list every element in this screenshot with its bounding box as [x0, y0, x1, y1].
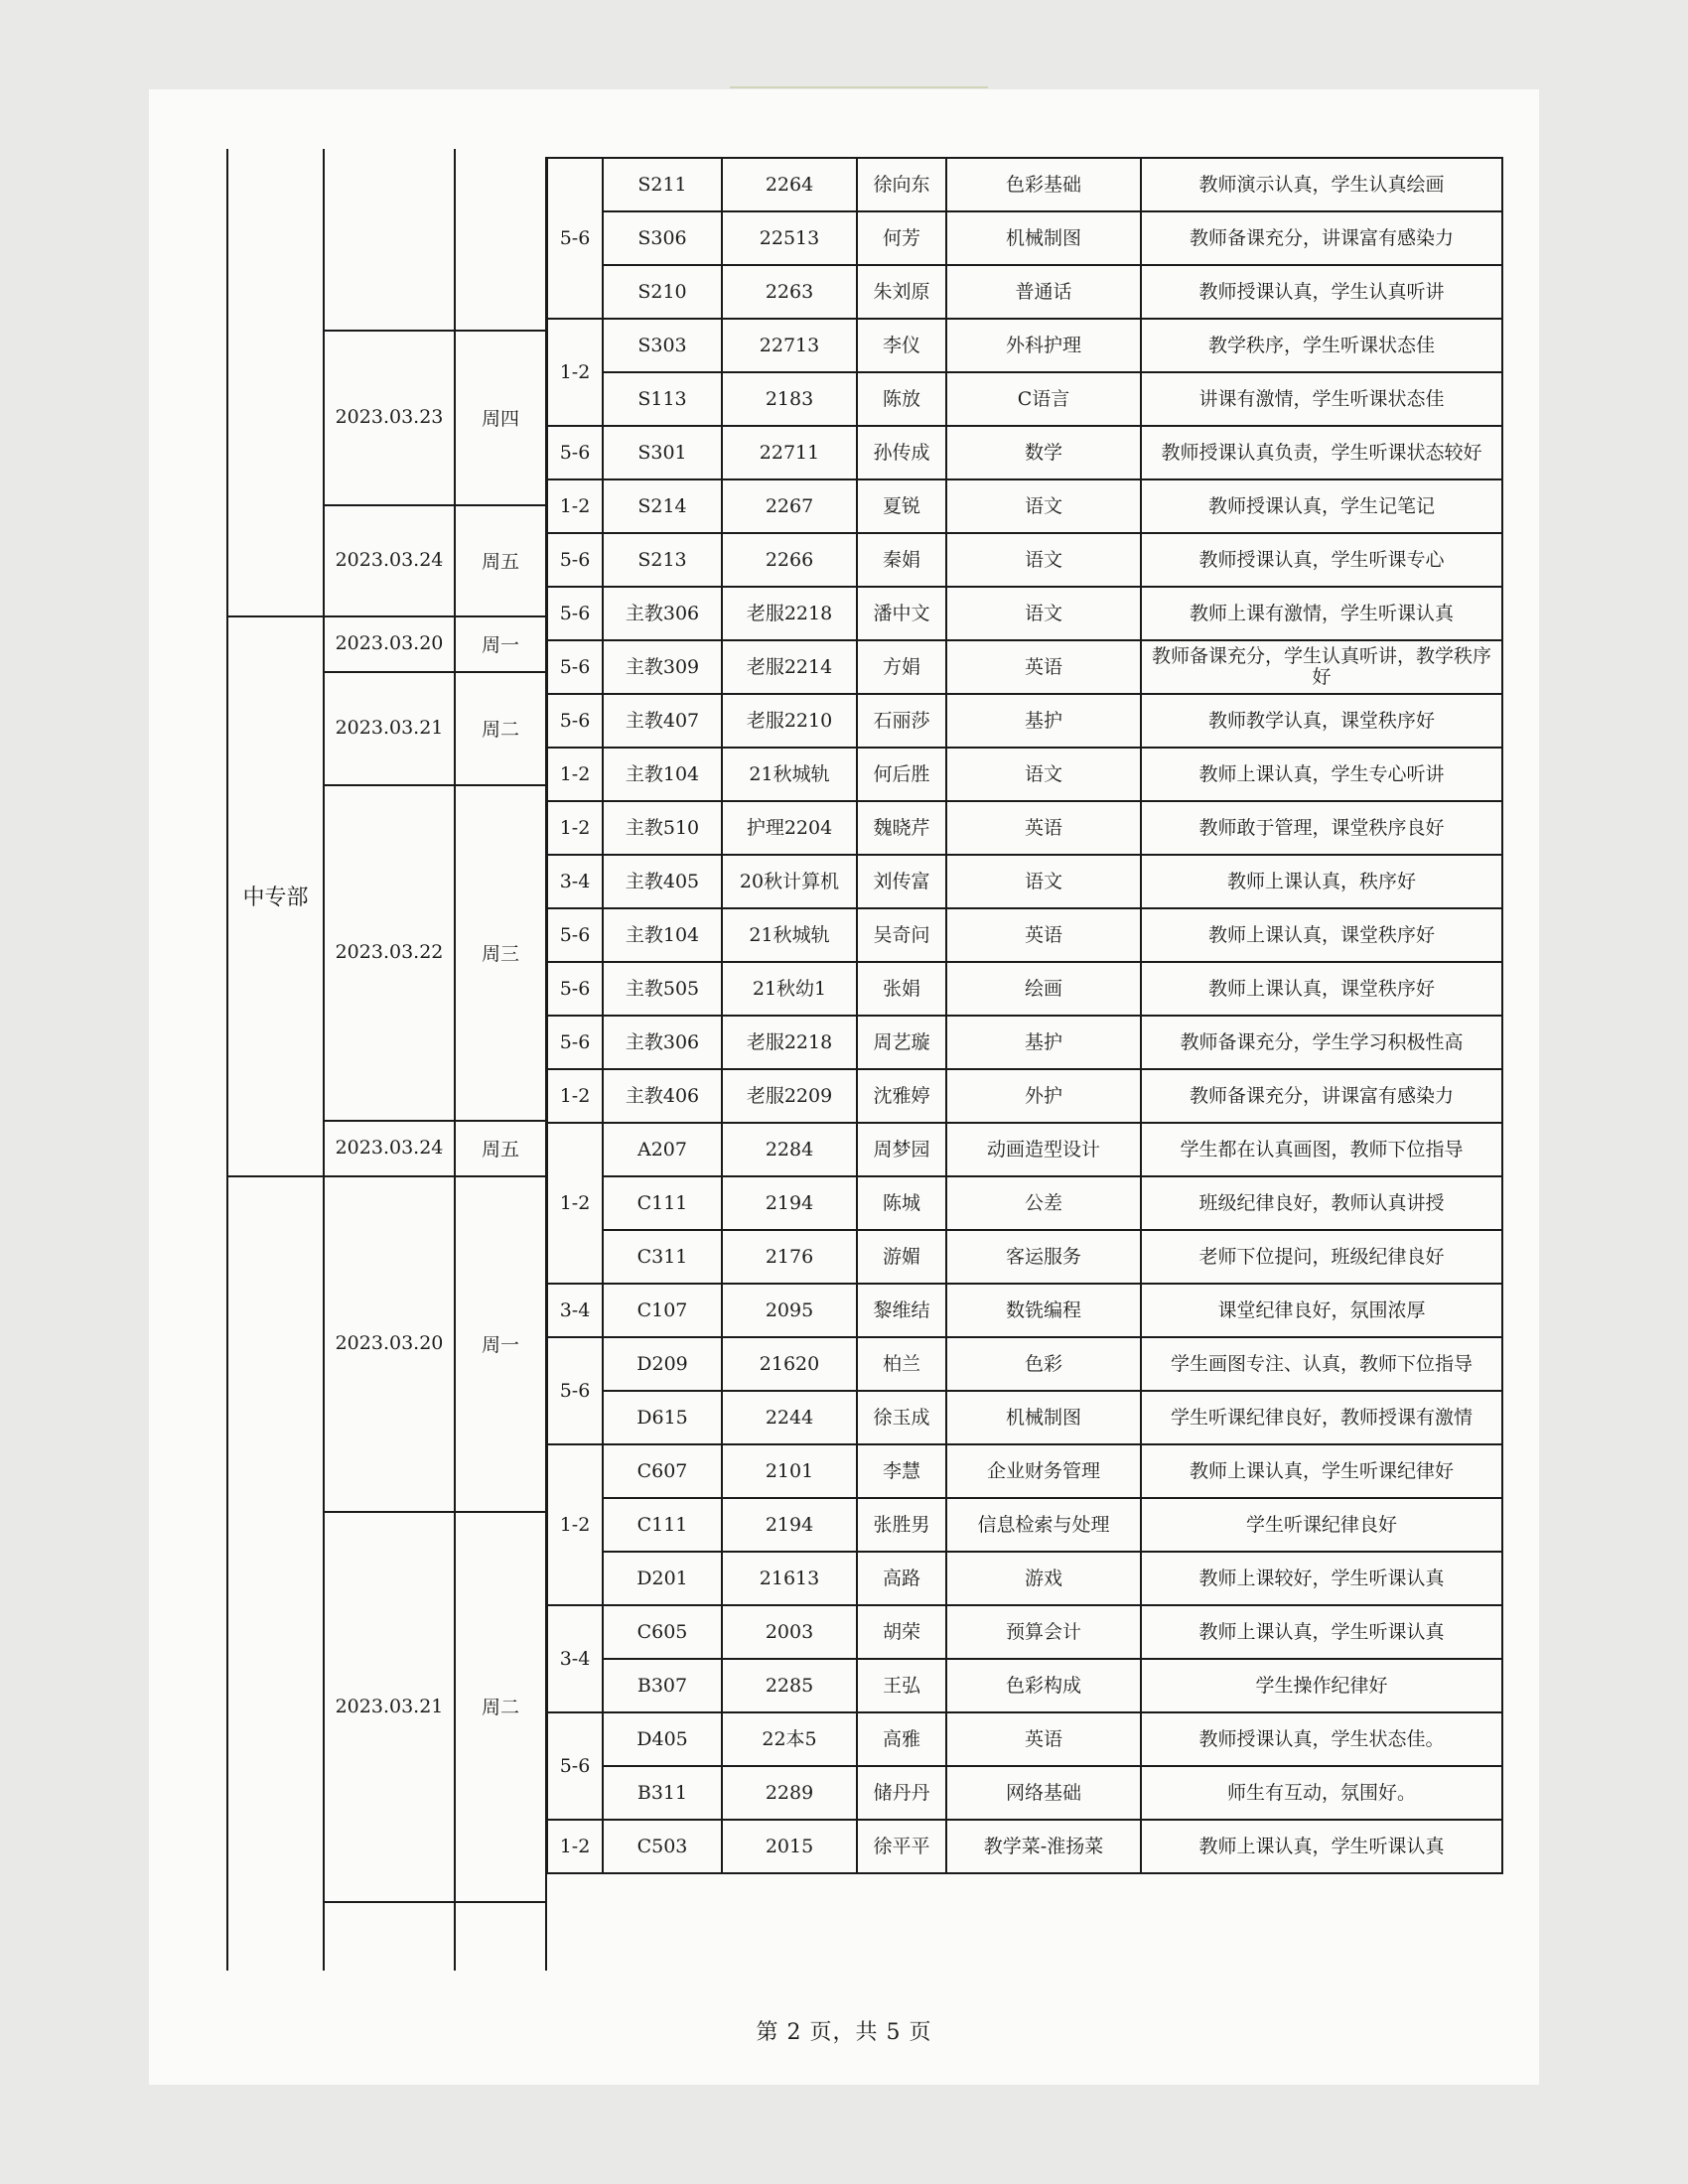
room-cell: D615 [603, 1391, 722, 1444]
teacher-cell: 何芳 [857, 211, 946, 265]
subject-cell: 数学 [946, 426, 1141, 479]
subject-cell: 英语 [946, 801, 1141, 855]
class-cell: 老服2218 [722, 587, 857, 640]
comment-cell: 教师上课认真，学生听课纪律好 [1141, 1444, 1502, 1498]
teacher-cell: 沈雅婷 [857, 1069, 946, 1123]
date-label: 2023.03.22 [335, 941, 444, 963]
subject-cell: 英语 [946, 908, 1141, 962]
comment-cell: 课堂纪律良好，氛围浓厚 [1141, 1284, 1502, 1337]
period-cell: 3-4 [547, 1605, 603, 1712]
page-footer: 第 2 页，共 5 页 [756, 2020, 932, 2045]
period-cell: 1-2 [547, 1123, 603, 1284]
class-cell: 老服2218 [722, 1016, 857, 1069]
teacher-cell: 张娟 [857, 962, 946, 1016]
weekday-label: 周五 [481, 550, 519, 573]
table-row [547, 587, 1502, 640]
date-label: 2023.03.21 [335, 717, 444, 739]
comment-cell: 教师授课认真，学生认真听讲 [1141, 265, 1502, 319]
table-row [547, 908, 1502, 962]
teacher-cell: 朱刘原 [857, 265, 946, 319]
room-cell: 主教406 [603, 1069, 722, 1123]
room-cell: D405 [603, 1712, 722, 1766]
period-cell: 1-2 [547, 801, 603, 855]
comment-cell: 教师上课较好，学生听课认真 [1141, 1552, 1502, 1605]
subject-cell: 动画造型设计 [946, 1123, 1141, 1176]
period-cell: 5-6 [547, 640, 603, 694]
room-cell: 主教306 [603, 1016, 722, 1069]
subject-cell: 企业财务管理 [946, 1444, 1141, 1498]
table-row [547, 1552, 1502, 1605]
teacher-cell: 潘中文 [857, 587, 946, 640]
subject-cell: 教学菜-淮扬菜 [946, 1820, 1141, 1873]
subject-cell: 语文 [946, 587, 1141, 640]
teacher-cell: 夏锐 [857, 479, 946, 533]
comment-cell: 教师备课充分，讲课富有感染力 [1141, 211, 1502, 265]
room-cell: D201 [603, 1552, 722, 1605]
weekday-label: 周二 [481, 718, 519, 741]
period-cell: 5-6 [547, 1712, 603, 1820]
table-row [547, 1712, 1502, 1766]
comment-cell: 班级纪律良好，教师认真讲授 [1141, 1176, 1502, 1230]
table-row [547, 855, 1502, 908]
teacher-cell: 王弘 [857, 1659, 946, 1712]
weekday-label: 周一 [481, 633, 519, 656]
weekday-label: 周三 [481, 942, 519, 965]
date-label: 2023.03.21 [335, 1695, 444, 1717]
class-cell: 2289 [722, 1766, 857, 1820]
room-cell: 主教309 [603, 640, 722, 694]
teacher-cell: 李仪 [857, 319, 946, 372]
class-cell: 2244 [722, 1391, 857, 1444]
class-cell: 2194 [722, 1176, 857, 1230]
comment-cell: 学生听课纪律良好，教师授课有激情 [1141, 1391, 1502, 1444]
subject-cell: 基护 [946, 694, 1141, 748]
period-cell: 5-6 [547, 587, 603, 640]
room-cell: S113 [603, 372, 722, 426]
table-row [547, 426, 1502, 479]
teacher-cell: 游媚 [857, 1230, 946, 1284]
comment-cell: 教师授课认真，学生记笔记 [1141, 479, 1502, 533]
subject-cell: 色彩基础 [946, 158, 1141, 211]
class-cell: 护理2204 [722, 801, 857, 855]
group-divider [323, 1901, 546, 1903]
room-cell: S213 [603, 533, 722, 587]
room-cell: S303 [603, 319, 722, 372]
class-cell: 22513 [722, 211, 857, 265]
table-row [547, 748, 1502, 801]
room-cell: D209 [603, 1337, 722, 1391]
class-cell: 2183 [722, 372, 857, 426]
table-row [547, 1230, 1502, 1284]
subject-cell: 游戏 [946, 1552, 1141, 1605]
room-cell: 主教407 [603, 694, 722, 748]
class-cell: 2194 [722, 1498, 857, 1552]
subject-cell: 机械制图 [946, 211, 1141, 265]
subject-cell: C语言 [946, 372, 1141, 426]
weekday-label: 周四 [481, 407, 519, 430]
class-cell: 2284 [722, 1123, 857, 1176]
date-label: 2023.03.23 [335, 406, 444, 428]
teacher-cell: 孙传成 [857, 426, 946, 479]
table-row [547, 1444, 1502, 1498]
table-row [547, 1069, 1502, 1123]
class-cell: 2015 [722, 1820, 857, 1873]
teacher-cell: 吴奇问 [857, 908, 946, 962]
class-cell: 2003 [722, 1605, 857, 1659]
teacher-cell: 柏兰 [857, 1337, 946, 1391]
class-cell: 2263 [722, 265, 857, 319]
period-cell: 5-6 [547, 962, 603, 1016]
room-cell: S211 [603, 158, 722, 211]
table-row [547, 479, 1502, 533]
class-cell: 21620 [722, 1337, 857, 1391]
comment-cell: 讲课有激情，学生听课状态佳 [1141, 372, 1502, 426]
teacher-cell: 高雅 [857, 1712, 946, 1766]
inspection-table [546, 157, 1503, 1874]
comment-cell: 学生都在认真画图，教师下位指导 [1141, 1123, 1502, 1176]
class-cell: 老服2210 [722, 694, 857, 748]
class-cell: 22711 [722, 426, 857, 479]
comment-cell: 教师上课认真，学生听课认真 [1141, 1820, 1502, 1873]
comment-cell: 学生操作纪律好 [1141, 1659, 1502, 1712]
table-row [547, 1016, 1502, 1069]
teacher-cell: 方娟 [857, 640, 946, 694]
period-cell: 5-6 [547, 158, 603, 319]
comment-cell: 教师演示认真，学生认真绘画 [1141, 158, 1502, 211]
subject-cell: 基护 [946, 1016, 1141, 1069]
teacher-cell: 胡荣 [857, 1605, 946, 1659]
room-cell: A207 [603, 1123, 722, 1176]
room-cell: C503 [603, 1820, 722, 1873]
date-label: 2023.03.24 [335, 549, 444, 571]
teacher-cell: 陈城 [857, 1176, 946, 1230]
class-cell: 22713 [722, 319, 857, 372]
period-cell: 1-2 [547, 1069, 603, 1123]
teacher-cell: 黎维结 [857, 1284, 946, 1337]
subject-cell: 英语 [946, 1712, 1141, 1766]
comment-cell: 教师备课充分，学生学习积极性高 [1141, 1016, 1502, 1069]
comment-cell: 教师上课认真，学生听课认真 [1141, 1605, 1502, 1659]
class-cell: 2101 [722, 1444, 857, 1498]
class-cell: 2176 [722, 1230, 857, 1284]
teacher-cell: 秦娟 [857, 533, 946, 587]
comment-cell: 教师授课认真，学生状态佳。 [1141, 1712, 1502, 1766]
weekday-label: 周二 [481, 1697, 519, 1718]
table-row [547, 372, 1502, 426]
period-cell: 5-6 [547, 694, 603, 748]
table-row [547, 1337, 1502, 1391]
table-row [547, 158, 1502, 211]
comment-cell: 师生有互动，氛围好。 [1141, 1766, 1502, 1820]
subject-cell: 客运服务 [946, 1230, 1141, 1284]
class-cell: 老服2214 [722, 640, 857, 694]
class-cell: 21秋幼1 [722, 962, 857, 1016]
comment-cell: 学生听课纪律良好 [1141, 1498, 1502, 1552]
room-cell: S301 [603, 426, 722, 479]
teacher-cell: 陈放 [857, 372, 946, 426]
period-cell: 1-2 [547, 1444, 603, 1605]
date-label: 2023.03.20 [335, 632, 444, 654]
teacher-cell: 刘传富 [857, 855, 946, 908]
comment-cell: 教师敢于管理，课堂秩序良好 [1141, 801, 1502, 855]
class-cell: 2267 [722, 479, 857, 533]
comment-cell: 教师上课认真，学生专心听讲 [1141, 748, 1502, 801]
table-row [547, 1123, 1502, 1176]
room-cell: 主教405 [603, 855, 722, 908]
class-cell: 2264 [722, 158, 857, 211]
scan-artifact-line [730, 86, 988, 88]
teacher-cell: 徐向东 [857, 158, 946, 211]
comment-cell: 教学秩序，学生听课状态佳 [1141, 319, 1502, 372]
weekday-label: 周一 [481, 1333, 519, 1356]
table-row [547, 694, 1502, 748]
table-row [547, 1605, 1502, 1659]
weekday-label: 周五 [481, 1138, 519, 1160]
table-row [547, 962, 1502, 1016]
teacher-cell: 周梦园 [857, 1123, 946, 1176]
room-cell: 主教104 [603, 748, 722, 801]
table-row [547, 1766, 1502, 1820]
subject-cell: 色彩构成 [946, 1659, 1141, 1712]
comment-cell: 教师授课认真负责，学生听课状态较好 [1141, 426, 1502, 479]
comment-cell: 教师上课认真，课堂秩序好 [1141, 962, 1502, 1016]
table-row [547, 640, 1502, 694]
class-cell: 22本5 [722, 1712, 857, 1766]
room-cell: C607 [603, 1444, 722, 1498]
table-row [547, 1176, 1502, 1230]
period-cell: 1-2 [547, 319, 603, 426]
date-label: 2023.03.24 [335, 1137, 444, 1159]
subject-cell: 外护 [946, 1069, 1141, 1123]
date-label: 2023.03.20 [335, 1332, 444, 1354]
period-cell: 5-6 [547, 1016, 603, 1069]
room-cell: 主教510 [603, 801, 722, 855]
comment-cell: 教师教学认真，课堂秩序好 [1141, 694, 1502, 748]
period-cell: 5-6 [547, 426, 603, 479]
subject-cell: 绘画 [946, 962, 1141, 1016]
subject-cell: 机械制图 [946, 1391, 1141, 1444]
room-cell: 主教505 [603, 962, 722, 1016]
room-cell: C111 [603, 1498, 722, 1552]
subject-cell: 英语 [946, 640, 1141, 694]
class-cell: 2285 [722, 1659, 857, 1712]
table-row [547, 265, 1502, 319]
period-cell: 1-2 [547, 748, 603, 801]
class-cell: 2266 [722, 533, 857, 587]
room-cell: C111 [603, 1176, 722, 1230]
teacher-cell: 石丽莎 [857, 694, 946, 748]
teacher-cell: 徐平平 [857, 1820, 946, 1873]
room-cell: S214 [603, 479, 722, 533]
subject-cell: 色彩 [946, 1337, 1141, 1391]
comment-cell: 教师授课认真，学生听课专心 [1141, 533, 1502, 587]
subject-cell: 外科护理 [946, 319, 1141, 372]
table-row [547, 1391, 1502, 1444]
class-cell: 老服2209 [722, 1069, 857, 1123]
room-cell: 主教306 [603, 587, 722, 640]
table-row [547, 801, 1502, 855]
subject-cell: 预算会计 [946, 1605, 1141, 1659]
subject-cell: 数铣编程 [946, 1284, 1141, 1337]
room-cell: C107 [603, 1284, 722, 1337]
table-row [547, 1820, 1502, 1873]
subject-cell: 语文 [946, 855, 1141, 908]
subject-cell: 语文 [946, 748, 1141, 801]
teacher-cell: 徐玉成 [857, 1391, 946, 1444]
period-cell: 5-6 [547, 908, 603, 962]
class-cell: 21秋城轨 [722, 748, 857, 801]
class-cell: 20秋计算机 [722, 855, 857, 908]
subject-cell: 语文 [946, 479, 1141, 533]
period-cell: 3-4 [547, 1284, 603, 1337]
subject-cell: 语文 [946, 533, 1141, 587]
room-cell: C605 [603, 1605, 722, 1659]
period-cell: 1-2 [547, 1820, 603, 1873]
table-row [547, 533, 1502, 587]
comment-cell: 学生画图专注、认真，教师下位指导 [1141, 1337, 1502, 1391]
table-row [547, 1498, 1502, 1552]
period-cell: 5-6 [547, 1337, 603, 1444]
subject-cell: 普通话 [946, 265, 1141, 319]
teacher-cell: 何后胜 [857, 748, 946, 801]
teacher-cell: 魏晓芹 [857, 801, 946, 855]
room-cell: S210 [603, 265, 722, 319]
comment-cell: 教师上课有激情，学生听课认真 [1141, 587, 1502, 640]
comment-cell: 老师下位提问，班级纪律良好 [1141, 1230, 1502, 1284]
teacher-cell: 李慧 [857, 1444, 946, 1498]
room-cell: C311 [603, 1230, 722, 1284]
teacher-cell: 周艺璇 [857, 1016, 946, 1069]
comment-cell: 教师上课认真，秩序好 [1141, 855, 1502, 908]
class-cell: 21613 [722, 1552, 857, 1605]
department-label: 中专部 [242, 885, 309, 910]
room-cell: B311 [603, 1766, 722, 1820]
teacher-cell: 储丹丹 [857, 1766, 946, 1820]
table-row [547, 319, 1502, 372]
teacher-cell: 张胜男 [857, 1498, 946, 1552]
room-cell: B307 [603, 1659, 722, 1712]
comment-cell: 教师备课充分，讲课富有感染力 [1141, 1069, 1502, 1123]
comment-cell: 教师备课充分，学生认真听讲，教学秩序好 [1141, 640, 1502, 694]
class-cell: 2095 [722, 1284, 857, 1337]
class-cell: 21秋城轨 [722, 908, 857, 962]
comment-cell: 教师上课认真，课堂秩序好 [1141, 908, 1502, 962]
period-cell: 5-6 [547, 533, 603, 587]
period-cell: 1-2 [547, 479, 603, 533]
table-row [547, 211, 1502, 265]
subject-cell: 公差 [946, 1176, 1141, 1230]
teacher-cell: 高路 [857, 1552, 946, 1605]
room-cell: S306 [603, 211, 722, 265]
table-row [547, 1284, 1502, 1337]
table-row [547, 1659, 1502, 1712]
room-cell: 主教104 [603, 908, 722, 962]
period-cell: 3-4 [547, 855, 603, 908]
subject-cell: 信息检索与处理 [946, 1498, 1141, 1552]
subject-cell: 网络基础 [946, 1766, 1141, 1820]
